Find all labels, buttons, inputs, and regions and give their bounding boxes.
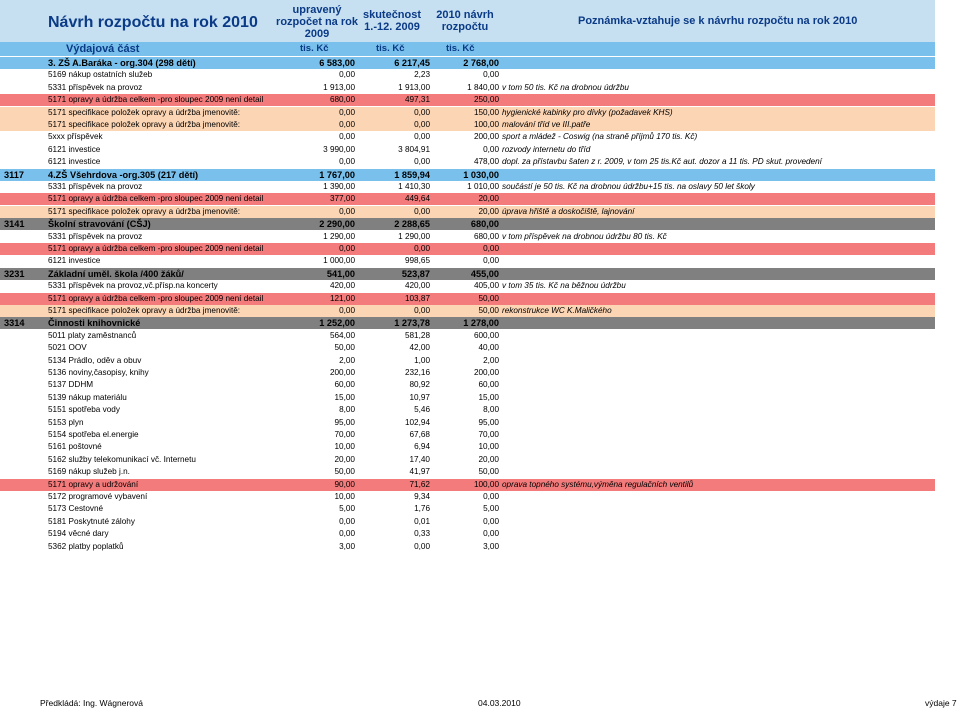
row-label: 5169 nákup služeb j.n. xyxy=(48,467,130,477)
row-value-actual: 80,92 xyxy=(409,380,430,390)
row-value-proposal: 0,00 xyxy=(483,244,499,253)
row-value-budget: 2 290,00 xyxy=(319,219,355,230)
row-value-actual: 2 288,65 xyxy=(394,219,430,230)
row-value-budget: 0,00 xyxy=(339,306,355,315)
row-label: 5154 spotřeba el.energie xyxy=(48,430,139,439)
row-value-actual: 1 859,94 xyxy=(394,169,430,180)
row-label: Základní uměl. škola /400 žáků/ xyxy=(48,268,184,279)
footer-page: výdaje 7 xyxy=(925,698,957,708)
row-value-proposal: 2,00 xyxy=(483,355,499,365)
row-value-budget: 1 252,00 xyxy=(319,318,355,329)
row-value-proposal: 1 278,00 xyxy=(463,318,499,329)
footer-date: 04.03.2010 xyxy=(478,698,521,708)
row-label: 5161 poštovné xyxy=(48,442,102,452)
row-label: 5137 DDHM xyxy=(48,380,94,390)
row-value-proposal: 1 010,00 xyxy=(467,182,499,191)
row-note: oprava topného systému,výměna regulačních ventilů xyxy=(502,479,694,489)
row-label: 5172 programové vybavení xyxy=(48,492,148,501)
row-value-actual: 523,87 xyxy=(401,268,430,279)
row-value-actual: 420,00 xyxy=(404,281,430,291)
row-value-proposal: 680,00 xyxy=(473,231,499,241)
table-row xyxy=(0,392,935,404)
row-note: sport a mládež - Coswig (na straně příjmů 170 tis. Kč) xyxy=(502,132,698,142)
units-row xyxy=(0,42,935,56)
row-value-actual: 0,00 xyxy=(414,132,430,142)
row-label: 5xxx příspěvek xyxy=(48,132,103,142)
row-value-proposal: 20,00 xyxy=(478,454,499,464)
row-value-actual: 17,40 xyxy=(409,454,430,464)
row-value-proposal: 50,00 xyxy=(478,467,499,477)
row-label: 5151 spotřeba vody xyxy=(48,405,120,415)
row-value-budget: 6 583,00 xyxy=(319,58,355,68)
row-label: 5171 specifikace položek opravy a údržba jmenovitě: xyxy=(48,206,241,216)
row-value-budget: 200,00 xyxy=(329,368,355,377)
unit-col1: tis. Kč xyxy=(300,43,329,54)
row-value-proposal: 1 840,00 xyxy=(467,82,499,92)
row-note: v tom 35 tis. Kč na běžnou údržbu xyxy=(502,281,626,291)
table-row xyxy=(0,231,935,243)
row-value-actual: 0,00 xyxy=(414,120,430,129)
row-label: 5171 opravy a údržba celkem -pro sloupec 2009 není detail xyxy=(48,293,264,303)
header-band xyxy=(0,0,935,42)
row-value-proposal: 3,00 xyxy=(483,541,499,551)
row-label: 4.ZŠ Všehrdova -org.305 (217 dětí) xyxy=(48,169,199,180)
row-label: 5136 noviny,časopisy, knihy xyxy=(48,368,149,377)
row-value-actual: 71,62 xyxy=(409,479,430,489)
row-value-actual: 10,97 xyxy=(409,392,430,402)
row-label: 5171 specifikace položek opravy a údržba jmenovitě: xyxy=(48,120,241,129)
row-value-budget: 0,00 xyxy=(339,157,355,167)
row-value-actual: 1 290,00 xyxy=(398,231,430,241)
row-label: 3. ZŠ A.Baráka - org.304 (298 dětí) xyxy=(48,58,196,68)
table-row xyxy=(0,268,935,280)
table-row xyxy=(0,293,935,305)
row-label: Činnosti knihovnické xyxy=(48,318,141,329)
row-value-actual: 67,68 xyxy=(409,430,430,439)
row-value-budget: 2,00 xyxy=(339,355,355,365)
row-value-actual: 0,00 xyxy=(414,206,430,216)
row-note: hygienické kabinky pro dívky (požadavek KHS) xyxy=(502,107,673,117)
row-value-actual: 0,00 xyxy=(414,541,430,551)
row-value-proposal: 0,00 xyxy=(483,492,499,501)
row-value-actual: 1 913,00 xyxy=(398,82,430,92)
table-row xyxy=(0,541,935,553)
row-label: 5139 nákup materiálu xyxy=(48,392,127,402)
row-value-actual: 0,00 xyxy=(414,107,430,117)
row-label: 5162 služby telekomunikací vč. Internetu xyxy=(48,454,196,464)
footer-presenter: Předkládá: Ing. Wágnerová xyxy=(40,698,144,708)
row-value-budget: 8,00 xyxy=(339,405,355,415)
row-label: 5153 plyn xyxy=(48,417,84,427)
row-value-proposal: 250,00 xyxy=(473,95,499,105)
row-value-actual: 41,97 xyxy=(409,467,430,477)
row-value-budget: 0,00 xyxy=(339,206,355,216)
row-label: 5171 opravy a udržování xyxy=(48,479,139,489)
row-value-budget: 50,00 xyxy=(334,343,355,353)
row-value-actual: 3 804,91 xyxy=(398,144,430,154)
row-label: 5331 příspěvek na provoz xyxy=(48,231,143,241)
row-label: 5362 platby poplatků xyxy=(48,541,124,551)
row-value-budget: 1 913,00 xyxy=(323,82,355,92)
row-value-proposal: 100,00 xyxy=(473,479,499,489)
table-row xyxy=(0,305,935,317)
header-col-actual: skutečnost 1.-12. 2009 xyxy=(362,9,422,33)
row-value-budget: 1 767,00 xyxy=(319,169,355,180)
table-row xyxy=(0,528,935,540)
row-value-actual: 103,87 xyxy=(404,293,430,303)
row-label: 5331 příspěvek na provoz xyxy=(48,82,143,92)
row-value-actual: 5,46 xyxy=(414,405,430,415)
row-value-actual: 2,23 xyxy=(414,70,430,80)
row-value-budget: 121,00 xyxy=(329,293,355,303)
row-value-actual: 0,00 xyxy=(414,244,430,253)
expense-section-label: Výdajová část xyxy=(66,43,140,55)
table-row xyxy=(0,169,935,181)
table-row xyxy=(0,156,935,168)
row-value-budget: 0,00 xyxy=(339,107,355,117)
row-value-proposal: 5,00 xyxy=(483,504,499,514)
row-value-actual: 6,94 xyxy=(414,442,430,452)
row-value-budget: 70,00 xyxy=(334,430,355,439)
header-col-proposal: 2010 návrh rozpočtu xyxy=(436,9,494,33)
row-value-budget: 20,00 xyxy=(334,454,355,464)
table-row xyxy=(0,417,935,429)
row-note: v tom příspěvek na drobnou údržbu 80 tis. Kč xyxy=(502,231,667,241)
row-value-proposal: 50,00 xyxy=(478,306,499,315)
table-row xyxy=(0,119,935,131)
row-value-proposal: 100,00 xyxy=(473,120,499,129)
row-value-proposal: 478,00 xyxy=(473,157,499,167)
row-label: 5194 věcné dary xyxy=(48,529,109,539)
row-code: 3141 xyxy=(4,219,25,230)
table-row xyxy=(0,193,935,205)
row-value-actual: 1 410,30 xyxy=(398,182,430,191)
row-value-budget: 1 290,00 xyxy=(323,231,355,241)
table-row xyxy=(0,82,935,94)
row-note: dopl. za přístavbu šaten z r. 2009, v tom 25 tis.Kč aut. dozor a 11 tis. PD skut. provedení xyxy=(502,157,822,167)
table-row xyxy=(0,379,935,391)
row-value-proposal: 455,00 xyxy=(470,268,499,279)
row-value-proposal: 95,00 xyxy=(478,417,499,427)
row-value-proposal: 60,00 xyxy=(478,380,499,390)
row-value-actual: 0,00 xyxy=(414,306,430,315)
row-note: v tom 50 tis. Kč na drobnou údržbu xyxy=(502,82,629,92)
row-value-actual: 1 273,78 xyxy=(394,318,430,329)
table-row xyxy=(0,367,935,379)
row-value-proposal: 0,00 xyxy=(483,144,499,154)
header-col-adjusted-budget: upravený rozpočet na rok 2009 xyxy=(276,4,358,40)
row-value-actual: 449,64 xyxy=(404,194,430,204)
row-value-proposal: 680,00 xyxy=(470,219,499,230)
table-row xyxy=(0,218,935,230)
row-value-proposal: 200,00 xyxy=(473,132,499,142)
row-value-budget: 50,00 xyxy=(334,467,355,477)
table-row xyxy=(0,317,935,329)
table-row xyxy=(0,479,935,491)
row-value-proposal: 150,00 xyxy=(473,107,499,117)
row-value-actual: 998,65 xyxy=(404,256,430,266)
row-label: 6121 investice xyxy=(48,144,101,154)
row-value-actual: 581,28 xyxy=(404,330,430,340)
row-label: 5021 OOV xyxy=(48,343,87,353)
row-code: 3231 xyxy=(4,268,25,279)
sheet-title: Návrh rozpočtu na rok 2010 xyxy=(48,14,258,31)
row-value-budget: 60,00 xyxy=(334,380,355,390)
row-label: 5331 příspěvek na provoz,vč.přísp.na koncerty xyxy=(48,281,218,291)
table-row xyxy=(0,280,935,292)
table-row xyxy=(0,69,935,81)
row-value-budget: 0,00 xyxy=(339,244,355,253)
row-label: 5171 opravy a údržba celkem -pro sloupec 2009 není detail xyxy=(48,95,264,105)
row-value-budget: 541,00 xyxy=(326,268,355,279)
row-note: úprava hřiště a doskočiště, lajnování xyxy=(502,206,635,216)
row-note: malování tříd ve III.patře xyxy=(502,120,591,129)
row-label: 5169 nákup ostatních služeb xyxy=(48,70,153,80)
header-note-column: Poznámka-vztahuje se k návrhu rozpočtu na rok 2010 xyxy=(578,15,858,27)
row-value-proposal: 0,00 xyxy=(483,70,499,80)
table-row xyxy=(0,429,935,441)
table-row xyxy=(0,255,935,267)
table-row xyxy=(0,57,935,69)
row-value-budget: 10,00 xyxy=(334,442,355,452)
row-value-actual: 232,16 xyxy=(404,368,430,377)
table-row xyxy=(0,355,935,367)
row-label: 5181 Poskytnuté zálohy xyxy=(48,516,135,526)
table-row xyxy=(0,404,935,416)
row-value-budget: 420,00 xyxy=(329,281,355,291)
row-value-budget: 1 390,00 xyxy=(323,182,355,191)
table-row xyxy=(0,441,935,453)
row-code: 3314 xyxy=(4,318,25,329)
row-note: rozvody internetu do tříd xyxy=(502,144,591,154)
row-value-actual: 497,31 xyxy=(404,95,430,105)
row-label: 5134 Prádlo, oděv a obuv xyxy=(48,355,142,365)
row-value-budget: 564,00 xyxy=(329,330,355,340)
row-value-actual: 42,00 xyxy=(409,343,430,353)
table-row xyxy=(0,330,935,342)
row-value-budget: 15,00 xyxy=(334,392,355,402)
row-value-budget: 0,00 xyxy=(339,529,355,539)
row-value-budget: 680,00 xyxy=(329,95,355,105)
row-value-proposal: 20,00 xyxy=(478,194,499,204)
row-value-budget: 90,00 xyxy=(334,479,355,489)
row-value-budget: 95,00 xyxy=(334,417,355,427)
table-row xyxy=(0,181,935,193)
row-value-actual: 9,34 xyxy=(414,492,430,501)
table-row xyxy=(0,503,935,515)
table-row xyxy=(0,206,935,218)
row-value-proposal: 70,00 xyxy=(478,430,499,439)
row-value-proposal: 50,00 xyxy=(478,293,499,303)
row-value-budget: 0,00 xyxy=(339,120,355,129)
table-row xyxy=(0,466,935,478)
row-value-budget: 0,00 xyxy=(339,516,355,526)
table-row xyxy=(0,342,935,354)
row-label: 5011 platy zaměstnanců xyxy=(48,330,137,340)
row-value-proposal: 1 030,00 xyxy=(463,169,499,180)
row-label: 5171 opravy a údržba celkem -pro sloupec 2009 není detail xyxy=(48,194,264,204)
row-value-budget: 3 990,00 xyxy=(323,144,355,154)
row-value-actual: 102,94 xyxy=(404,417,430,427)
row-label: 5171 specifikace položek opravy a údržba jmenovitě: xyxy=(48,107,241,117)
table-row xyxy=(0,94,935,106)
row-value-proposal: 405,00 xyxy=(473,281,499,291)
row-value-proposal: 8,00 xyxy=(483,405,499,415)
row-label: 5331 příspěvek na provoz xyxy=(48,182,143,191)
row-value-proposal: 600,00 xyxy=(473,330,499,340)
table-row xyxy=(0,454,935,466)
row-value-proposal: 20,00 xyxy=(478,206,499,216)
row-label: 6121 investice xyxy=(48,157,101,167)
unit-col2: tis. Kč xyxy=(376,43,405,54)
row-value-actual: 0,01 xyxy=(414,516,430,526)
row-value-budget: 3,00 xyxy=(339,541,355,551)
row-label: 5173 Cestovné xyxy=(48,504,104,514)
row-value-actual: 1,00 xyxy=(414,355,430,365)
row-value-budget: 0,00 xyxy=(339,70,355,80)
row-note: rekonstrukce WC K.Maličkého xyxy=(502,306,612,315)
table-row xyxy=(0,131,935,143)
row-value-budget: 1 000,00 xyxy=(323,256,355,266)
row-value-actual: 1,76 xyxy=(414,504,430,514)
table-row xyxy=(0,491,935,503)
row-value-actual: 0,33 xyxy=(414,529,430,539)
row-value-proposal: 0,00 xyxy=(483,256,499,266)
row-value-budget: 10,00 xyxy=(334,492,355,501)
row-value-budget: 0,00 xyxy=(339,132,355,142)
table-row xyxy=(0,516,935,528)
row-value-proposal: 15,00 xyxy=(478,392,499,402)
row-value-proposal: 0,00 xyxy=(483,516,499,526)
row-value-budget: 377,00 xyxy=(329,194,355,204)
row-label: Školní stravování (CŠJ) xyxy=(48,219,151,230)
row-value-actual: 0,00 xyxy=(414,157,430,167)
row-value-proposal: 2 768,00 xyxy=(463,58,499,68)
row-value-proposal: 10,00 xyxy=(478,442,499,452)
row-value-budget: 5,00 xyxy=(339,504,355,514)
row-value-proposal: 200,00 xyxy=(473,368,499,377)
table-row xyxy=(0,144,935,156)
table-row xyxy=(0,107,935,119)
table-row xyxy=(0,243,935,255)
row-value-proposal: 40,00 xyxy=(478,343,499,353)
row-value-actual: 6 217,45 xyxy=(394,58,430,68)
row-code: 3117 xyxy=(4,169,24,180)
row-value-proposal: 0,00 xyxy=(483,529,499,539)
row-note: součástí je 50 tis. Kč na drobnou údržbu+15 tis. na oslavy 50 let školy xyxy=(502,182,755,191)
row-label: 6121 investice xyxy=(48,256,101,266)
row-label: 5171 specifikace položek opravy a údržba jmenovitě: xyxy=(48,306,241,315)
unit-col3: tis. Kč xyxy=(446,43,475,54)
row-label: 5171 opravy a údržba celkem -pro sloupec 2009 není detail xyxy=(48,244,264,253)
